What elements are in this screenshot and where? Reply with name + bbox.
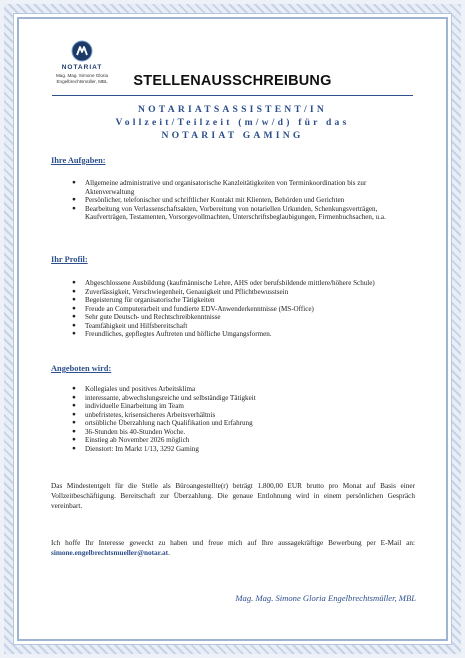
list-item — [71, 313, 406, 322]
list-item-text: Begeisterung für organisatorische Tätigkeiten — [85, 296, 215, 305]
bullet-icon: ● — [72, 402, 76, 410]
list-item — [71, 402, 406, 411]
bullet-icon: ● — [72, 393, 76, 401]
list-item — [71, 288, 406, 297]
bullet-icon: ● — [72, 204, 76, 212]
section-heading-profil: Ihr Profil: — [51, 255, 88, 264]
list-item-text: ortsübliche Überzahlung nach Qualifikation und Erfahrung — [85, 419, 253, 428]
subtitle-line-3: NOTARIAT GAMING — [161, 130, 304, 141]
bullet-icon: ● — [72, 385, 76, 392]
list-item — [71, 419, 406, 428]
contact-suffix: . — [168, 549, 170, 558]
list-item-text: Persönlicher, telefonischer und schriftlicher Kontakt mit Klienten, Behörden und Gerichten — [85, 196, 345, 205]
list-item — [71, 296, 406, 305]
list-item-text: Freude an Computerarbeit und fundierte EDV-Anwenderkenntnisse (MS-Office) — [85, 304, 314, 313]
page-title: STELLENAUSSCHREIBUNG — [133, 73, 332, 89]
list-item-text: Dienstort: Im Markt 1/13, 3292 Gaming — [85, 444, 199, 453]
bullet-icon: ● — [72, 444, 76, 452]
logo-subline-1: Mag. Mag. Simone Gloria — [55, 73, 109, 78]
bullet-icon: ● — [72, 296, 76, 304]
bullet-icon: ● — [72, 279, 76, 286]
list-item-text: interessante, abwechslungsreiche und selbständige Tätigkeit — [85, 393, 256, 402]
list-item — [71, 428, 406, 437]
bullet-icon: ● — [72, 321, 76, 329]
list-item-text: Kollegiales und positives Arbeitsklima — [85, 385, 196, 393]
contact-email-link[interactable]: simone.engelbrechtsmueller@notar.at — [51, 549, 169, 558]
list-item-text: Sehr gute Deutsch- und Rechtschreibkenntnisse — [85, 313, 221, 322]
list-item-text: Allgemeine administrative und organisatorische Kanzleitätigkeiten von Terminkoordination bis zur Aktenverwaltung — [85, 179, 367, 196]
profil-list — [71, 279, 406, 339]
list-item — [71, 179, 406, 196]
contact-text: Ich hoffe Ihr Interesse geweckt zu haben und freue mich auf Ihre aussagekräftige Bewerbung per E-Mail an: — [51, 539, 415, 547]
list-item — [71, 330, 406, 339]
list-item — [71, 205, 406, 222]
list-item-text: Teamfähigkeit und Hilfsbereitschaft — [85, 321, 188, 330]
angebot-list — [71, 385, 406, 453]
notariat-logo-icon — [71, 40, 93, 62]
list-item-text: individuelle Einarbeitung im Team — [85, 402, 184, 411]
subtitle-line-1: NOTARIATSASSISTENT/IN — [138, 104, 327, 115]
list-item — [71, 394, 406, 403]
bullet-icon: ● — [72, 410, 76, 418]
bullet-icon: ● — [72, 427, 76, 435]
list-item-text: Einstieg ab November 2026 möglich — [85, 436, 190, 445]
list-item-text: Zuverlässigkeit, Verschwiegenheit, Genauigkeit und Pflichtbewusstsein — [85, 287, 289, 296]
logo-wordmark: NOTARIAT — [61, 64, 103, 71]
list-item — [71, 411, 406, 420]
list-item — [71, 322, 406, 331]
bullet-icon: ● — [72, 330, 76, 338]
bullet-icon: ● — [72, 419, 76, 427]
list-item-text: Freundliches, gepflegtes Auftreten und höfliche Umgangsformen. — [85, 330, 272, 339]
bullet-icon: ● — [72, 313, 76, 321]
list-item-text: Bearbeitung von Verlassenschaftsakten, Vorbereitung von notariellen Urkunden, Schenkungsverträgen, Kaufverträgen, Testamenten, Vorsorgevollmachten, Unterschriftsbeglaubigungen, Firmenbuchsachen, u.a. — [85, 204, 386, 222]
salary-paragraph: Das Mindestentgelt für die Stelle als Büroangestellte(r) beträgt 1.800,00 EUR brutto pro Monat auf Basis einer Vollzeitbeschäftigung. Bereitschaft zur Überzahlung. Die genaue Entlohnung wird in einem persönlichen Gespräch vereinbart. — [51, 482, 415, 511]
bullet-icon: ● — [72, 436, 76, 444]
list-item-text: unbefristetes, krisensicheres Arbeitsverhältnis — [85, 410, 216, 419]
subtitle-line-2: Vollzeit/Teilzeit (m/w/d) für das — [115, 117, 350, 128]
list-item — [71, 436, 406, 445]
contact-paragraph — [51, 538, 415, 558]
list-item — [71, 279, 406, 288]
logo-subline-2: Engelbrechtsmüller, MBL — [56, 78, 108, 84]
bullet-icon: ● — [72, 196, 76, 204]
section-heading-angebot: Angeboten wird: — [51, 364, 112, 373]
bullet-icon: ● — [72, 287, 76, 295]
list-item — [71, 196, 406, 205]
title-divider — [52, 95, 413, 96]
list-item — [71, 385, 406, 394]
bullet-icon: ● — [72, 304, 76, 312]
section-heading-aufgaben: Ihre Aufgaben: — [51, 156, 106, 165]
list-item-text: 36-Stunden bis 40-Stunden Woche. — [85, 427, 186, 436]
signature: Mag. Mag. Simone Gloria Engelbrechtsmüller, MBL — [235, 593, 416, 603]
list-item — [71, 445, 406, 454]
list-item-text: Abgeschlossene Ausbildung (kaufmännische Lehre, AHS oder berufsbildende mittlere/höhere Schule) — [85, 279, 375, 287]
bullet-icon: ● — [72, 179, 76, 186]
list-item — [71, 305, 406, 314]
job-subtitle — [40, 103, 425, 142]
aufgaben-list — [71, 179, 406, 222]
